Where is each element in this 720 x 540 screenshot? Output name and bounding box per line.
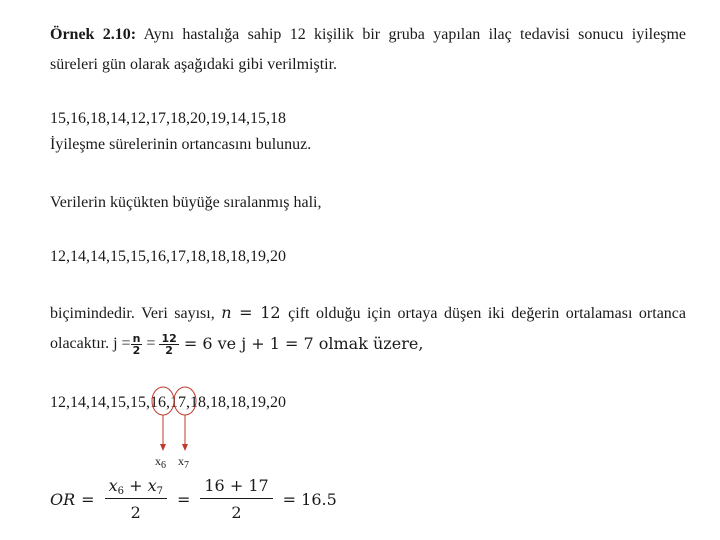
example-line-2: süreleri gün olarak aşağıdaki gibi verilmiştir.	[50, 56, 338, 73]
arrow-head-x6	[160, 444, 166, 451]
x6-sub: 6	[117, 486, 124, 497]
example-paragraph	[50, 27, 686, 73]
fraction-numerator: 12	[161, 331, 177, 345]
plus-sign: +	[123, 476, 148, 495]
n-equals: = 12	[231, 303, 289, 322]
formula-fraction-symbolic	[105, 478, 167, 521]
x6-var: x	[108, 476, 118, 495]
formula-fraction-numeric-den: 2	[231, 503, 242, 522]
label-x7-var: x	[178, 454, 184, 468]
fraction-denominator: 2	[165, 343, 173, 357]
x7-sub: 7	[156, 486, 163, 497]
n-variable: n	[221, 303, 232, 322]
explanation-line-1	[50, 305, 686, 322]
example-line-1	[50, 27, 686, 43]
explanation-line-2	[50, 329, 423, 359]
equals-sign: =	[142, 335, 160, 352]
formula-lhs: OR	[50, 489, 76, 509]
formula-result: = 16.5	[282, 489, 337, 509]
sorted-data: 12,14,14,15,15,16,17,18,18,18,19,20	[50, 248, 286, 265]
formula-fraction-numeric-num: 16 + 17	[200, 478, 272, 499]
label-x6-sub: 6	[161, 460, 166, 471]
explanation-text-post: çift olduğu için ortaya düşen iki değerin ortalaması ortanca	[288, 305, 686, 322]
highlight-before: 12,14,14,15,15,	[50, 394, 150, 411]
median-formula	[50, 478, 337, 521]
question: İyileşme sürelerinin ortancasını bulunuz.	[50, 136, 312, 153]
highlight-separator: ,	[166, 394, 170, 411]
fraction-12-over-2	[159, 333, 178, 356]
formula-fraction-numeric	[200, 478, 272, 521]
example-text-1: Aynı hastalığa sahip 12 kişilik bir gruba yapılan ilaç tedavisi sonucu iyileşme	[143, 26, 687, 43]
x7-var: x	[147, 476, 157, 495]
sorted-intro: Verilerin küçükten büyüğe sıralanmış hali,	[50, 194, 322, 211]
formula-fraction-symbolic-den: 2	[130, 503, 141, 522]
fraction-numerator: n	[132, 331, 141, 345]
label-x6	[155, 454, 166, 471]
highlight-after: ,18,18,18,19,20	[186, 394, 286, 411]
arrow-head-x7	[182, 444, 188, 451]
raw-data: 15,16,18,14,12,17,18,20,19,14,15,18	[50, 110, 286, 127]
explanation-text-pre: biçimindedir. Veri sayısı,	[50, 305, 215, 322]
explanation-j-text: olacaktır. j =	[50, 335, 131, 352]
explanation-paragraph	[50, 305, 686, 322]
example-label: Örnek 2.10:	[50, 26, 137, 43]
label-x7-sub: 7	[184, 460, 189, 471]
label-x7	[178, 454, 189, 471]
formula-fraction-symbolic-num	[105, 478, 167, 499]
fraction-n-over-2	[131, 333, 143, 356]
fraction-denominator: 2	[132, 343, 141, 357]
formula-eq-1: =	[81, 489, 95, 509]
circled-value-16: 16	[150, 394, 166, 411]
circled-value-17: 17	[170, 394, 186, 411]
highlighted-data	[50, 395, 286, 411]
explanation-j-result: = 6 ve j + 1 = 7 olmak üzere,	[178, 334, 424, 353]
label-x6-var: x	[155, 454, 161, 468]
formula-eq-2: =	[176, 489, 191, 509]
